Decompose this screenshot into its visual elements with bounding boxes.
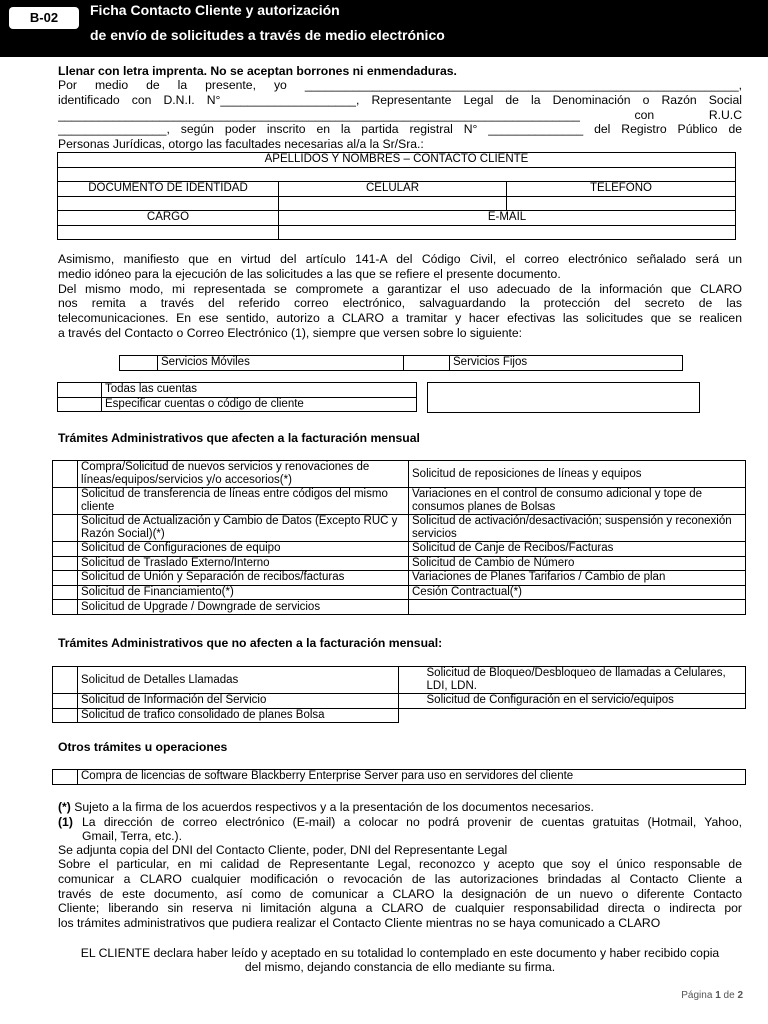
procedure-left: Solicitud de Actualización y Cambio de Datos (Excepto RUC y Razón Social)(*)	[78, 515, 409, 542]
row-checkbox[interactable]	[53, 488, 78, 515]
procedure-right: Solicitud de reposiciones de líneas y equipos	[409, 461, 746, 488]
intro-line: ________________, según poder inscrito en la partida registral N° ______________ del Registro Público de	[58, 122, 742, 137]
form-code: B-02	[9, 7, 79, 29]
other-procedure-item: Compra de licencias de software Blackberry Enterprise Server para uso en servidores del cliente	[78, 770, 746, 785]
row-checkbox[interactable]	[399, 667, 424, 694]
fixed-services-checkbox[interactable]	[404, 356, 450, 371]
procedure-left: Solicitud de Configuraciones de equipo	[78, 542, 409, 557]
id-header: DOCUMENTO DE IDENTIDAD	[58, 182, 279, 197]
note-2-mark: (1)	[58, 815, 73, 829]
fixed-services-label: Servicios Fijos	[450, 356, 683, 371]
mobile-services-label: Servicios Móviles	[158, 356, 404, 371]
authorization-paragraph	[58, 252, 742, 341]
page-number	[681, 990, 743, 1001]
procedure-right: Variaciones de Planes Tarifarios / Cambio de plan	[409, 571, 746, 586]
other-procedures-title: Otros trámites u operaciones	[58, 740, 228, 754]
specify-accounts-checkbox[interactable]	[58, 397, 102, 412]
procedure-right: Cesión Contractual(*)	[409, 585, 746, 600]
attached-documents-note: Se adjunta copia del DNI del Contacto Cliente, poder, DNI del Representante Legal	[58, 843, 508, 857]
procedure-right: Solicitud de Canje de Recibos/Facturas	[409, 542, 746, 557]
page-label: Página	[681, 990, 713, 1001]
procedure-left: Solicitud de trafico consolidado de planes Bolsa	[78, 708, 399, 723]
row-checkbox[interactable]	[53, 694, 78, 709]
empty-cell	[424, 708, 746, 723]
row-checkbox[interactable]	[399, 694, 424, 709]
form-title-line1: Ficha Contacto Cliente y autorización	[90, 2, 340, 18]
procedure-left: Solicitud de Información del Servicio	[78, 694, 399, 709]
procedure-left: Solicitud de Financiamiento(*)	[78, 585, 409, 600]
procedure-right	[409, 600, 746, 615]
authorization-line: Del mismo modo, mi representada se compromete a garantizar el uso adecuado de la información que CLARO	[58, 281, 742, 296]
accounts-input-box[interactable]	[427, 382, 700, 413]
procedure-left: Solicitud de Unión y Separación de recibos/facturas	[78, 571, 409, 586]
email-header: E-MAIL	[279, 211, 736, 226]
names-field[interactable]	[58, 167, 736, 182]
billing-not-affecting-title: Trámites Administrativos que no afecten a la facturación mensual:	[58, 636, 443, 650]
intro-line: _____________________________________________________________________________ con R.U.C	[58, 107, 742, 122]
all-accounts-checkbox[interactable]	[58, 383, 102, 398]
procedure-right: Solicitud de Configuración en el servicio/equipos	[424, 694, 746, 709]
note-1	[58, 800, 594, 814]
specify-accounts-label: Especificar cuentas o código de cliente	[102, 397, 417, 412]
header-bar	[0, 0, 768, 57]
phone-field[interactable]	[507, 196, 736, 211]
procedure-left: Compra/Solicitud de nuevos servicios y renovaciones de líneas/equipos/servicios y/o accesorios(*)	[78, 461, 409, 488]
row-checkbox[interactable]	[53, 667, 78, 694]
empty-cell	[399, 708, 424, 723]
phone-header: TELEFONO	[507, 182, 736, 197]
services-table	[119, 355, 683, 371]
responsibility-line: los trámites administrativos que pudiera realizar el Contacto Cliente mientras no se haya comunicado a CLARO	[58, 916, 661, 931]
procedure-right: Solicitud de activación/desactivación; suspensión y reconexión servicios	[409, 515, 746, 542]
procedure-right: Variaciones en el control de consumo adicional y tope de consumos planes de Bolsas	[409, 488, 746, 515]
billing-affecting-title: Trámites Administrativos que afecten a la facturación mensual	[58, 431, 420, 445]
row-checkbox[interactable]	[53, 600, 78, 615]
intro-line: identificado con D.N.I. N°____________________, Representante Legal de la Denominación o Razón Social	[58, 92, 742, 107]
page-current: 1	[715, 990, 721, 1001]
mobile-services-checkbox[interactable]	[120, 356, 158, 371]
client-declaration-line2: del mismo, dejando constancia de ello mediante su firma.	[244, 960, 556, 974]
note-2-line1: La dirección de correo electrónico (E-mail) a colocar no podrá provenir de cuentas gratuitas (Hotmail, Yahoo,	[82, 815, 742, 829]
responsibility-line: comunicar a CLARO cualquier modificación o revocación de las autorizaciones brindadas al Contacto Cliente a	[58, 871, 742, 886]
billing-affecting-table	[52, 460, 746, 615]
row-checkbox[interactable]	[53, 770, 78, 785]
position-header: CARGO	[58, 211, 279, 226]
procedure-right: Solicitud de Bloqueo/Desbloqueo de llamadas a Celulares, LDI, LDN.	[424, 667, 746, 694]
mobile-header: CELULAR	[279, 182, 507, 197]
authorization-line: Asimismo, manifiesto que en virtud del artículo 141-A del Código Civil, el correo electrónico señalado será un	[58, 252, 742, 266]
responsibility-paragraph	[58, 857, 742, 931]
email-field[interactable]	[279, 225, 736, 240]
row-checkbox[interactable]	[53, 515, 78, 542]
procedure-left: Solicitud de Upgrade / Downgrade de servicios	[78, 600, 409, 615]
row-checkbox[interactable]	[53, 556, 78, 571]
procedure-left: Solicitud de Detalles Llamadas	[78, 667, 399, 694]
authorization-line: nos remita a través del referido correo electrónico, salvaguardando la protección del secreto de las	[58, 296, 742, 311]
intro-line: Personas Jurídicas, otorgo las facultades necesarias al/a la Sr/Sra.:	[58, 137, 424, 152]
row-checkbox[interactable]	[53, 542, 78, 557]
billing-not-affecting-table	[52, 666, 746, 723]
row-checkbox[interactable]	[53, 571, 78, 586]
authorization-line: telecomunicaciones. En ese sentido, autorizo a CLARO a tramitar y hacer efectivas las solicitudes que se realicen	[58, 311, 742, 326]
id-field[interactable]	[58, 196, 279, 211]
page-total: 2	[737, 990, 743, 1001]
fill-instruction: Llenar con letra imprenta. No se aceptan borrones ni enmendaduras.	[58, 64, 457, 78]
other-procedures-table	[52, 769, 746, 785]
row-checkbox[interactable]	[53, 708, 78, 723]
note-1-mark: (*)	[58, 800, 71, 814]
intro-line: Por medio de la presente, yo ________________________________________________________________,	[58, 78, 742, 92]
client-declaration-line1: EL CLIENTE declara haber leído y aceptado en su totalidad lo contemplado en este documento y haber recibido copia	[80, 946, 720, 960]
form-title-line2: de envío de solicitudes a través de medio electrónico	[90, 27, 445, 43]
names-header: APELLIDOS Y NOMBRES – CONTACTO CLIENTE	[58, 153, 736, 168]
intro-paragraph	[58, 78, 742, 152]
authorization-line: a través del Contacto o Correo Electrónico (1), siempre que versen sobre lo siguiente:	[58, 325, 523, 340]
responsibility-line: Sobre el particular, en mi calidad de Representante Legal, reconozco y acepto que soy el único responsable de	[58, 857, 742, 871]
all-accounts-label: Todas las cuentas	[102, 383, 417, 398]
mobile-field[interactable]	[279, 196, 507, 211]
procedure-left: Solicitud de transferencia de líneas entre códigos del mismo cliente	[78, 488, 409, 515]
note-2-line2: Gmail, Terra, etc.).	[82, 829, 183, 843]
row-checkbox[interactable]	[53, 585, 78, 600]
note-1-text: Sujeto a la firma de los acuerdos respectivos y a la presentación de los documentos necesarios.	[70, 800, 594, 814]
position-field[interactable]	[58, 225, 279, 240]
accounts-table	[57, 382, 417, 412]
procedure-left: Solicitud de Traslado Externo/Interno	[78, 556, 409, 571]
responsibility-line: Cliente; liberando sin reserva ni limitación alguna a CLARO de cualquier responsabilidad directa o indirecta por	[58, 901, 742, 916]
authorization-line: medio idóneo para la ejecución de las solicitudes a las que se refiere el presente documento.	[58, 266, 561, 281]
contact-table	[57, 152, 736, 240]
procedure-right: Solicitud de Cambio de Número	[409, 556, 746, 571]
row-checkbox[interactable]	[53, 461, 78, 488]
responsibility-line: través de este documento, así como de comunicar a CLARO la designación de un nuevo o diferente Contacto	[58, 886, 742, 901]
page-of-label: de	[723, 990, 735, 1001]
